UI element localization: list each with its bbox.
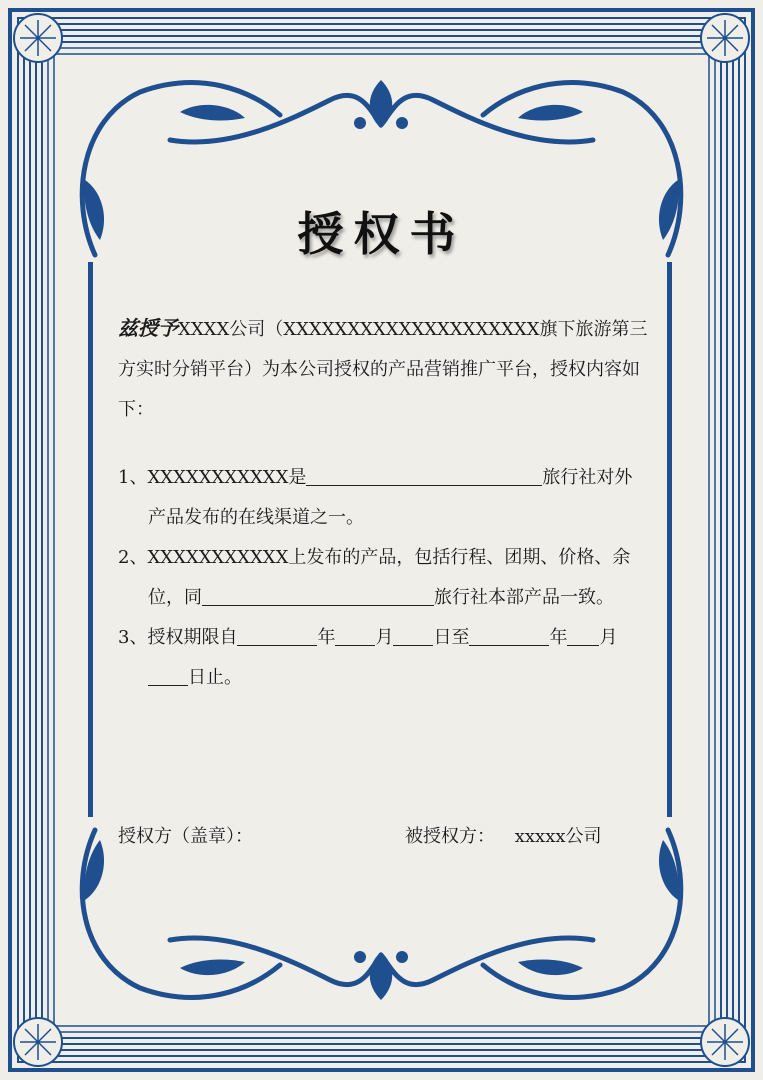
fill-blank — [469, 623, 549, 646]
fill-blank — [393, 623, 433, 646]
grantee-block — [405, 822, 602, 848]
intro-paragraph — [118, 308, 648, 430]
list-item: 2、XXXXXXXXXXX上发布的产品，包括行程、团期、价格、余位，同 旅行社本部产品一致。 — [118, 547, 631, 608]
fill-blank — [148, 663, 188, 686]
list-item: 1、XXXXXXXXXXX是 旅行社对外产品发布的在线渠道之一。 — [118, 458, 648, 538]
fill-blank — [567, 623, 599, 646]
authorization-items — [118, 458, 648, 698]
fill-blank — [335, 623, 375, 646]
list-item: 3、授权期限自 年 月 日至 年 月日止。 — [118, 618, 648, 698]
fill-blank — [202, 583, 434, 606]
fill-blank — [237, 623, 317, 646]
grantee-name: xxxxx公司 — [514, 826, 602, 847]
fill-blank — [306, 463, 542, 486]
grantor-signature-label: 授权方（盖章）： — [118, 826, 253, 847]
grantee-label: 被授权方： — [405, 826, 495, 847]
intro-text: XXXX公司（XXXXXXXXXXXXXXXXXXXX旗下旅游第三方实时分销平台）为本公司授权的产品营销推广平台，授权内容如下： — [118, 319, 648, 420]
document-title: 授权书 — [297, 207, 466, 261]
intro-lead: 兹授予 — [118, 316, 178, 340]
